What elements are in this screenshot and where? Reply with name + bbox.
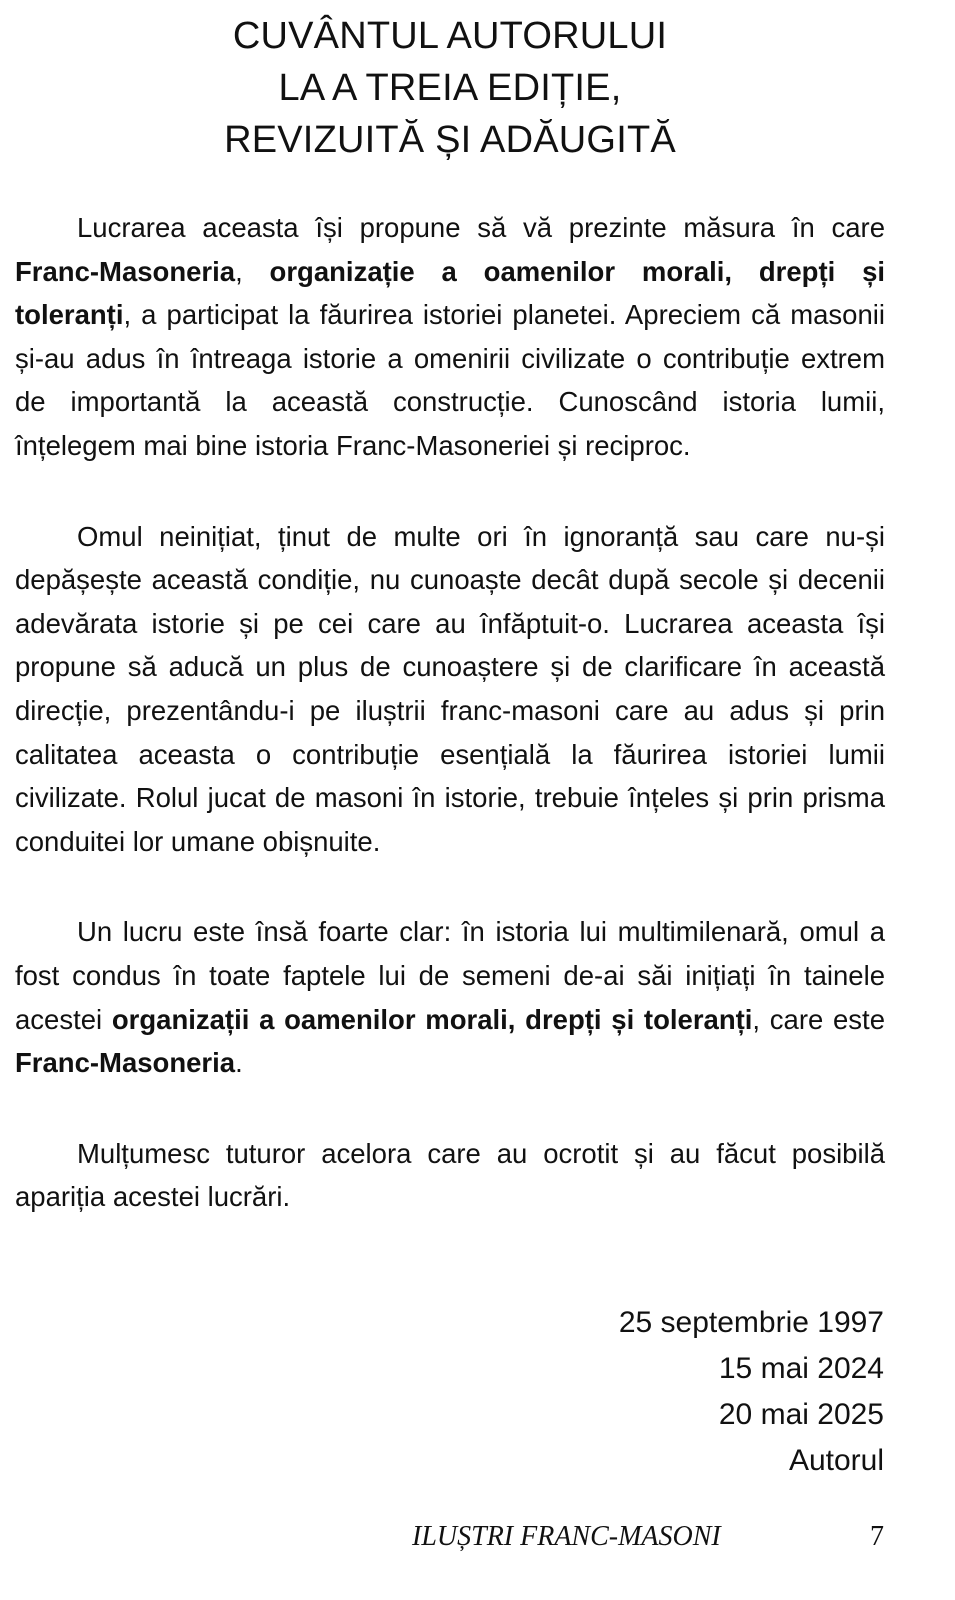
paragraph xyxy=(15,206,885,468)
chapter-title-line-1: CUVÂNTUL AUTORULUI xyxy=(232,15,668,57)
running-title: ILUȘTRI FRANC-MASONI xyxy=(412,1521,721,1552)
signature-author: Autorul xyxy=(788,1444,884,1477)
text-run: Lucrarea aceasta își propune să vă prezinte măsura în care xyxy=(77,212,885,243)
chapter-title-line-2: LA A TREIA EDIȚIE, xyxy=(278,67,622,109)
signature-date: 15 mai 2024 xyxy=(718,1352,884,1385)
text-run: . xyxy=(235,1047,243,1079)
signature-date: 20 mai 2025 xyxy=(718,1398,884,1431)
text-run: Mulțumesc tuturor acelora care au ocrotit și au făcut posibilă apariția acestei lucrări. xyxy=(15,1137,885,1213)
paragraph xyxy=(15,910,885,1084)
text-run: , a participat la făurirea istoriei planetei. Apreciem că masonii și-au adus în întreaga istorie a omenirii civilizate o contribuție extrem de importantă la această construcție. Cunoscând istoria lumii, înțelegem mai bine istoria Franc-Masoneriei și reciproc. xyxy=(15,299,885,461)
chapter-title-line-3: REVIZUITĂ ȘI ADĂUGITĂ xyxy=(224,119,676,161)
paragraph xyxy=(15,515,885,864)
signature-date: 25 septembrie 1997 xyxy=(618,1306,884,1339)
signature-block xyxy=(619,1300,884,1484)
text-run-bold: Franc-Masoneria xyxy=(15,1047,236,1079)
text-run: , care este xyxy=(752,1003,885,1035)
text-run-bold: organizații a oamenilor morali, drepți și toleranți xyxy=(111,1003,753,1035)
page-number: 7 xyxy=(870,1521,884,1552)
body-text xyxy=(15,206,885,1266)
text-run-bold: Franc-Masoneria xyxy=(15,255,236,287)
text-run: Un lucru este însă foarte clar: în istoria lui multimilenară, omul a fost condus în toate faptele lui de semeni de-ai săi inițiați în tainele acestei xyxy=(15,916,885,1035)
page-footer xyxy=(0,1521,955,1565)
chapter-title xyxy=(0,10,900,166)
paragraph xyxy=(15,1132,885,1219)
text-run: Omul neinițiat, ținut de multe ori în ignoranță sau care nu-și depășește această condiție, nu cunoaște decât după secole și decenii adevărata istorie și pe cei care au înfăptuit-o. Lucrarea aceasta își propune să aducă un plus de cunoaștere și de clarificare în această direcție, prezentându-i pe iluștrii franc-masoni care au adus și prin calitatea aceasta o contribuție esențială la făurirea istoriei lumii civilizate. Rolul jucat de masoni în istorie, trebuie înțeles și prin prisma conduitei lor umane obișnuite. xyxy=(15,520,885,857)
text-run-bold: organizație a oamenilor morali, drepți și toleranți xyxy=(15,255,886,331)
text-run: , xyxy=(235,255,270,287)
